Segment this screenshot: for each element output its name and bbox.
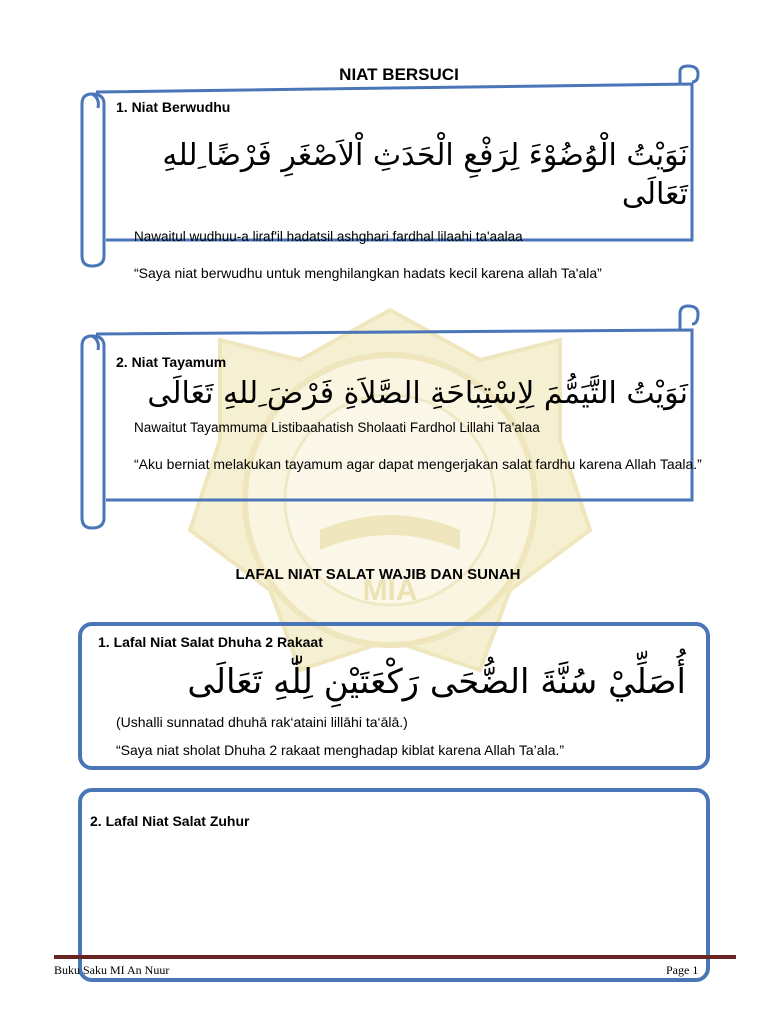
section2-label: 2. Niat Tayamum — [116, 354, 227, 370]
section1-transliteration: Nawaitul wudhuu-a liraf'il hadatsil ashghari fardhal lilaahi ta'aalaa — [134, 229, 523, 244]
section-title-lafal: LAFAL NIAT SALAT WAJIB DAN SUNAH — [235, 566, 521, 583]
footer-rule — [54, 955, 736, 959]
section1-label: 1. Niat Berwudhu — [116, 99, 231, 115]
section1-arabic-text: نَوَيْتُ الْوُضُوْءَ لِرَفْعِ الْحَدَثِ اْلاَصْغَرِ فَرْضًا ِللهِ تَعَالَى — [162, 138, 688, 212]
section3-transliteration: (Ushalli sunnatad dhuhā rak‘ataini lillāhi ta‘ālā.) — [116, 714, 408, 730]
section2-transliteration: Nawaitut Tayammuma Listibaahatish Sholaati Fardhol Lillahi Ta'alaa — [134, 420, 540, 435]
section3-arabic-text: أُصَلِّيْ سُنَّةَ الضُّحَى رَكْعَتَيْنِ لِلّٰهِ تَعَالَى — [187, 662, 686, 702]
watermark-center-text: MIA — [362, 574, 418, 607]
scroll-frame-2 — [76, 302, 710, 530]
page-title: NIAT BERSUCI — [339, 65, 459, 84]
footer-page-number: Page 1 — [666, 963, 699, 977]
section3-label: 1. Lafal Niat Salat Dhuha 2 Rakaat — [98, 634, 323, 650]
section4-label: 2. Lafal Niat Salat Zuhur — [90, 813, 250, 829]
section3-meaning: “Saya niat sholat Dhuha 2 rakaat menghadap kiblat karena Allah Ta’ala.” — [116, 742, 565, 758]
footer-left-text: Buku Saku MI An Nuur — [54, 963, 170, 977]
section1-meaning: “Saya niat berwudhu untuk menghilangkan hadats kecil karena allah Ta'ala” — [134, 265, 602, 281]
section2-meaning: “Aku berniat melakukan tayamum agar dapat mengerjakan salat fardhu karena Allah Taala.” — [134, 456, 702, 472]
section2-arabic-text: نَوَيْتُ التَّيَمُّمَ لِاِسْتِبَاحَةِ الصَّلاَةِ فَرْضَ ِللهِ تَعَالَى — [147, 376, 688, 411]
